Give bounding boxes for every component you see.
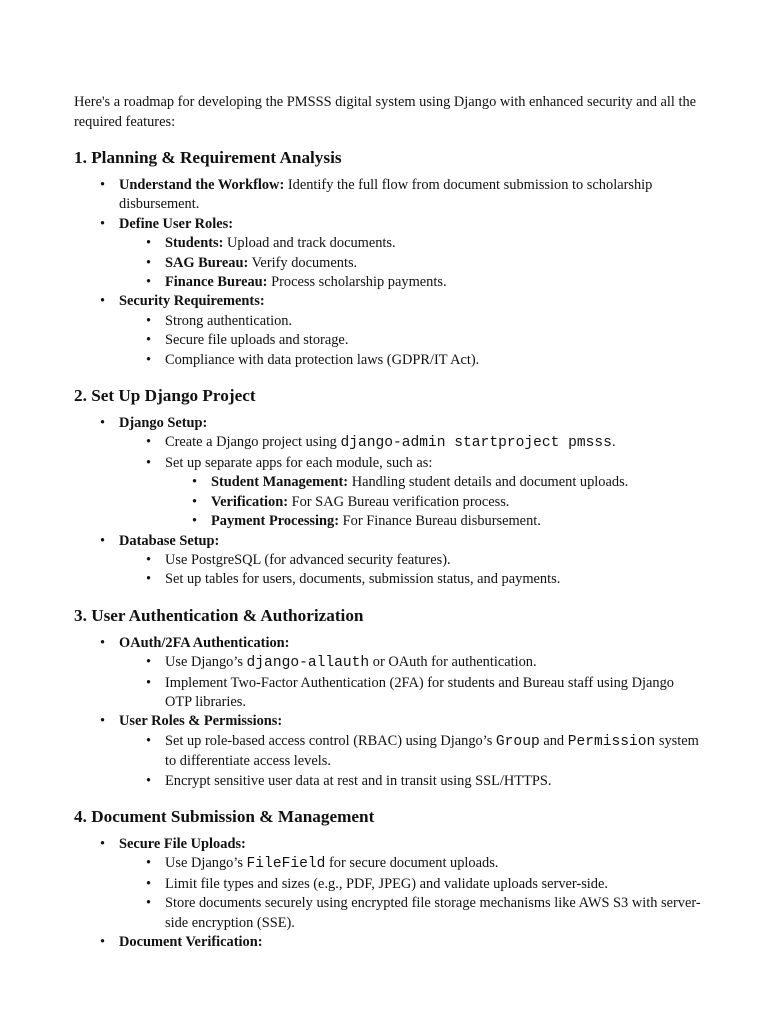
bullet-list-level-2 [119, 551, 704, 590]
list-item [119, 933, 704, 952]
item-label: Document Verification: [119, 934, 263, 950]
item-text: . [611, 434, 616, 451]
list-item [165, 732, 704, 772]
list-item [165, 674, 704, 713]
item-text: Upload and track documents. [223, 235, 396, 252]
item-label: Database Setup: [119, 532, 220, 549]
item-text: Secure file uploads and storage. [165, 332, 349, 349]
section-2 [74, 385, 704, 590]
bullet-list-level-2 [119, 732, 704, 791]
bullet-list-level-2 [119, 312, 704, 370]
item-label: Django Setup: [119, 415, 208, 432]
item-text: Strong authentication. [165, 312, 293, 329]
list-item [119, 176, 704, 215]
item-label: User Roles & Permissions: [119, 713, 283, 730]
item-text: Handling student details and document uploads. [348, 474, 629, 491]
section-heading: 3. User Authentication & Authorization [74, 605, 364, 625]
item-text: Identify the full flow from document submission to scholarship disbursement. [119, 177, 653, 213]
bullet-list-level-2 [119, 653, 704, 712]
list-item [211, 512, 704, 531]
sections-container [74, 147, 704, 952]
list-item [165, 331, 704, 350]
item-text: Implement Two-Factor Authentication (2FA) for students and Bureau staff using Django OTP libraries. [165, 674, 674, 710]
list-item [165, 312, 704, 331]
section-heading: 4. Document Submission & Management [74, 806, 375, 826]
item-text: Use PostgreSQL (for advanced security features). [165, 551, 451, 568]
code-snippet: FileField [246, 856, 326, 873]
list-item [119, 634, 704, 713]
item-text: or OAuth for authentication. [369, 654, 537, 671]
item-text: Set up role-based access control (RBAC) using Django’s [165, 732, 496, 749]
list-item [119, 532, 704, 590]
item-text: Encrypt sensitive user data at rest and in transit using SSL/HTTPS. [165, 772, 552, 789]
list-item [119, 414, 704, 531]
item-text: Compliance with data protection laws (GDPR/IT Act). [165, 351, 480, 368]
item-text: and [539, 732, 568, 749]
bullet-list-level-3 [165, 473, 704, 531]
item-text: Set up separate apps for each module, such as: [165, 454, 433, 471]
item-label: Understand the Workflow: [119, 177, 285, 193]
list-item [119, 292, 704, 370]
list-item [165, 254, 704, 273]
list-item [165, 772, 704, 791]
section-4 [74, 806, 704, 952]
intro-paragraph: Here's a roadmap for developing the PMSSS digital system using Django with enhanced security and all the required features: [74, 94, 697, 130]
item-text: Set up tables for users, documents, submission status, and payments. [165, 571, 561, 588]
list-item [165, 854, 704, 874]
code-snippet: django-allauth [246, 655, 370, 672]
list-item [165, 454, 704, 532]
item-text: Store documents securely using encrypted file storage mechanisms like AWS S3 with server-side encryption (SSE). [165, 895, 701, 931]
item-text: Create a Django project using [165, 434, 341, 451]
list-item [119, 712, 704, 791]
item-label: Student Management: [211, 474, 349, 491]
section-3 [74, 605, 704, 791]
list-item [119, 835, 704, 933]
section-1 [74, 147, 704, 370]
list-item [165, 433, 704, 453]
item-text: For SAG Bureau verification process. [288, 493, 510, 510]
item-label: Students: [165, 235, 224, 252]
item-text: Verify documents. [248, 254, 358, 271]
bullet-list-level-1 [74, 835, 704, 952]
list-item [165, 653, 704, 673]
list-item [211, 473, 704, 492]
item-label: Define User Roles: [119, 215, 234, 232]
bullet-list-level-1 [74, 414, 704, 590]
list-item [165, 351, 704, 370]
bullet-list-level-2 [119, 234, 704, 292]
document-page [74, 93, 704, 952]
item-label: Payment Processing: [211, 513, 340, 530]
item-label: Secure File Uploads: [119, 835, 246, 852]
list-item [119, 215, 704, 293]
bullet-list-level-2 [119, 433, 704, 531]
code-snippet: Permission [567, 733, 656, 750]
list-item [165, 570, 704, 589]
bullet-list-level-1 [74, 634, 704, 791]
item-text: Use Django’s [165, 654, 247, 671]
list-item [165, 551, 704, 570]
item-text: Process scholarship payments. [267, 274, 447, 291]
item-label: Verification: [211, 493, 288, 510]
item-label: Security Requirements: [119, 293, 265, 310]
item-text: for secure document uploads. [325, 855, 499, 872]
item-label: Finance Bureau: [165, 274, 268, 291]
item-text: Use Django’s [165, 855, 247, 872]
code-snippet: django-admin startproject pmsss [340, 435, 612, 452]
list-item [165, 875, 704, 894]
item-label: OAuth/2FA Authentication: [119, 634, 290, 651]
list-item [165, 273, 704, 292]
code-snippet: Group [495, 733, 540, 750]
item-text: For Finance Bureau disbursement. [339, 513, 541, 530]
item-text: system to differentiate access levels. [165, 732, 699, 770]
list-item [165, 234, 704, 253]
item-label: SAG Bureau: [165, 254, 249, 271]
list-item [165, 894, 704, 933]
section-heading: 2. Set Up Django Project [74, 386, 256, 406]
list-item [211, 493, 704, 512]
bullet-list-level-1 [74, 176, 704, 370]
item-text: Limit file types and sizes (e.g., PDF, JPEG) and validate uploads server-side. [165, 875, 608, 892]
section-heading: 1. Planning & Requirement Analysis [74, 148, 342, 167]
bullet-list-level-2 [119, 854, 704, 933]
